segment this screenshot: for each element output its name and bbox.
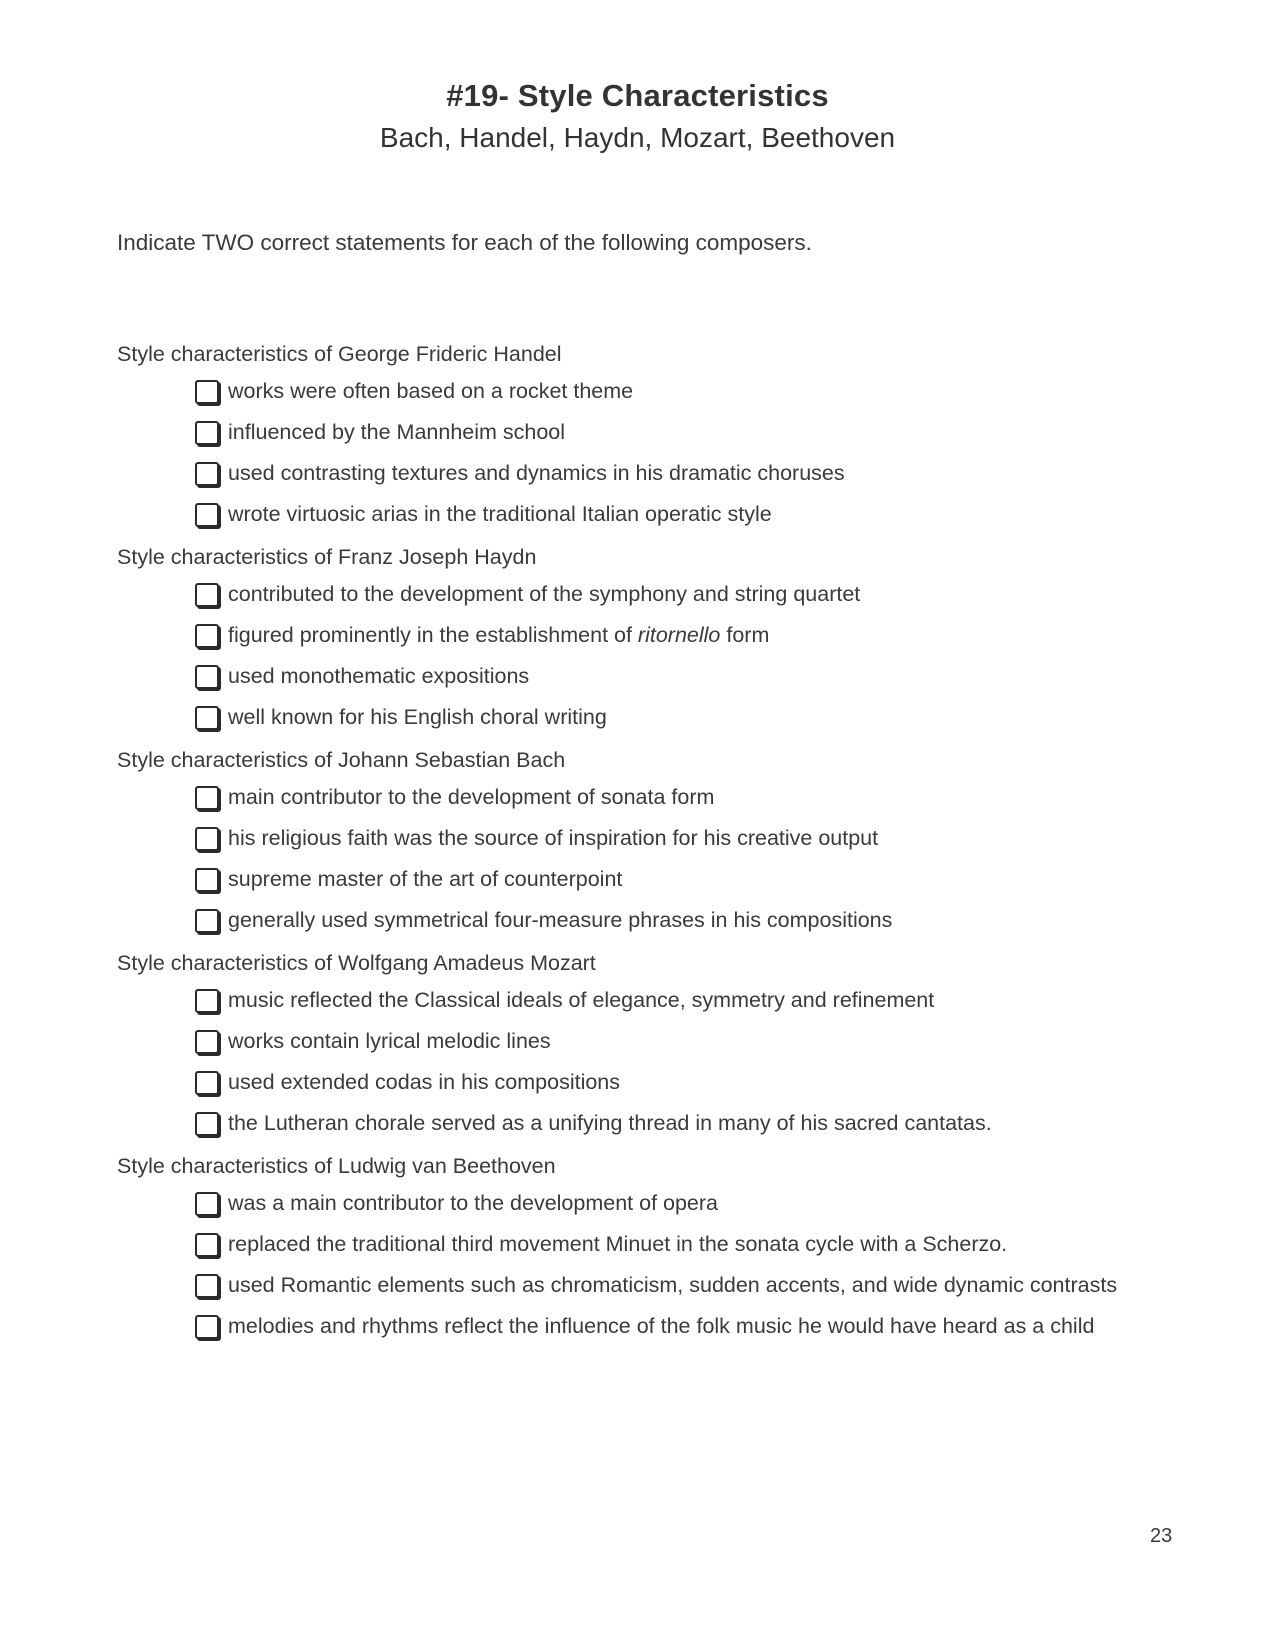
section-beethoven (117, 1152, 1167, 1342)
checkbox[interactable] (195, 583, 219, 607)
italic-term: ritornello (637, 623, 721, 647)
checkbox[interactable] (195, 624, 219, 648)
checkbox[interactable] (195, 786, 219, 810)
section-bach (117, 746, 1167, 936)
option-label: used monothematic expositions (228, 664, 530, 688)
section-heading: Style characteristics of Ludwig van Beethoven (117, 1154, 556, 1178)
option-item[interactable] (117, 1311, 1167, 1342)
option-item[interactable] (117, 702, 1167, 733)
option-item[interactable] (117, 1188, 1167, 1219)
option-item[interactable] (117, 1067, 1167, 1098)
option-item[interactable] (117, 620, 1167, 651)
section-heading: Style characteristics of Johann Sebastian Bach (117, 748, 566, 772)
option-item[interactable] (117, 1108, 1167, 1139)
checkbox[interactable] (195, 989, 219, 1013)
option-label: supreme master of the art of counterpoint (228, 867, 623, 891)
option-label: well known for his English choral writing (228, 705, 607, 729)
section-mozart (117, 949, 1167, 1139)
option-label: main contributor to the development of sonata form (228, 785, 715, 809)
page-number: 23 (1150, 1525, 1173, 1547)
option-item[interactable] (117, 905, 1167, 936)
option-item[interactable] (117, 1270, 1167, 1301)
option-label: works were often based on a rocket theme (228, 379, 634, 403)
section-heading: Style characteristics of Franz Joseph Haydn (117, 545, 537, 569)
section-heading: Style characteristics of George Frideric Handel (117, 342, 562, 366)
instructions-text: Indicate TWO correct statements for each of the following composers. (117, 230, 812, 255)
option-label: was a main contributor to the development of opera (228, 1191, 719, 1215)
option-label: used Romantic elements such as chromaticism, sudden accents, and wide dynamic contrasts (228, 1273, 1118, 1297)
option-label: generally used symmetrical four-measure phrases in his compositions (228, 908, 893, 932)
option-label: wrote virtuosic arias in the traditional Italian operatic style (228, 502, 772, 526)
question-sections (117, 340, 1167, 1355)
option-item[interactable] (117, 417, 1167, 448)
checkbox[interactable] (195, 909, 219, 933)
option-item[interactable] (117, 579, 1167, 610)
option-label: figured prominently in the establishment of ritornello form (228, 623, 770, 647)
checkbox[interactable] (195, 665, 219, 689)
page-title: #19- Style Characteristics (446, 78, 829, 113)
checkbox[interactable] (195, 1071, 219, 1095)
checkbox[interactable] (195, 380, 219, 404)
checkbox[interactable] (195, 1233, 219, 1257)
section-heading: Style characteristics of Wolfgang Amadeus Mozart (117, 951, 596, 975)
section-haydn (117, 543, 1167, 733)
option-label: works contain lyrical melodic lines (228, 1029, 551, 1053)
option-item[interactable] (117, 661, 1167, 692)
option-label: replaced the traditional third movement Minuet in the sonata cycle with a Scherzo. (228, 1232, 1008, 1256)
checkbox[interactable] (195, 1030, 219, 1054)
section-handel (117, 340, 1167, 530)
checkbox[interactable] (195, 503, 219, 527)
option-label: melodies and rhythms reflect the influence of the folk music he would have heard as a child (228, 1314, 1095, 1338)
option-label: contributed to the development of the symphony and string quartet (228, 582, 861, 606)
page-subtitle: Bach, Handel, Haydn, Mozart, Beethoven (379, 122, 896, 153)
checkbox[interactable] (195, 1274, 219, 1298)
option-label: the Lutheran chorale served as a unifying thread in many of his sacred cantatas. (228, 1111, 992, 1135)
checkbox[interactable] (195, 421, 219, 445)
checkbox[interactable] (195, 827, 219, 851)
option-label: used contrasting textures and dynamics in his dramatic choruses (228, 461, 845, 485)
option-item[interactable] (117, 782, 1167, 813)
option-label: his religious faith was the source of inspiration for his creative output (228, 826, 879, 850)
checkbox[interactable] (195, 706, 219, 730)
option-item[interactable] (117, 376, 1167, 407)
option-item[interactable] (117, 864, 1167, 895)
option-item[interactable] (117, 823, 1167, 854)
checkbox[interactable] (195, 462, 219, 486)
option-label: used extended codas in his compositions (228, 1070, 621, 1094)
checkbox[interactable] (195, 868, 219, 892)
checkbox[interactable] (195, 1112, 219, 1136)
option-label: music reflected the Classical ideals of elegance, symmetry and refinement (228, 988, 935, 1012)
option-item[interactable] (117, 985, 1167, 1016)
option-item[interactable] (117, 1026, 1167, 1057)
option-item[interactable] (117, 1229, 1167, 1260)
checkbox[interactable] (195, 1315, 219, 1339)
option-item[interactable] (117, 499, 1167, 530)
option-item[interactable] (117, 458, 1167, 489)
checkbox[interactable] (195, 1192, 219, 1216)
option-label: influenced by the Mannheim school (228, 420, 566, 444)
